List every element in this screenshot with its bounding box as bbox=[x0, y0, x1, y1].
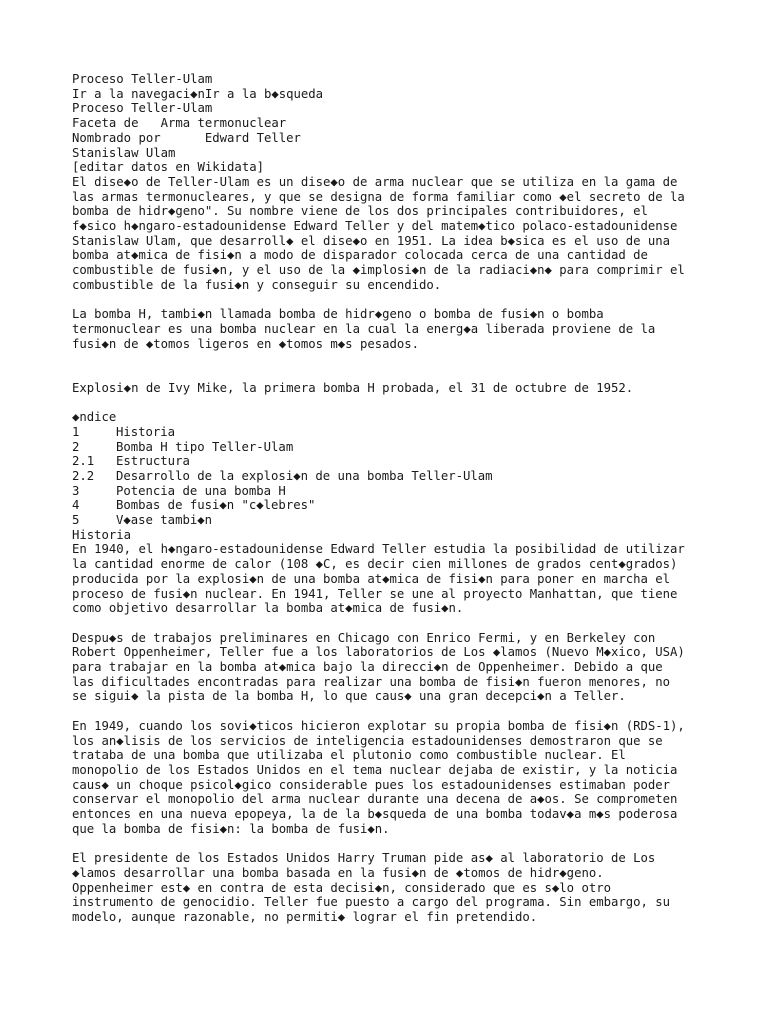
toc-number: 2.1 bbox=[72, 454, 95, 469]
text-line: las dificultades encontradas para realizar una bomba de fisi◆n fueron menores, no bbox=[72, 674, 671, 689]
toc-label: Bombas de fusi◆n "c◆lebres" bbox=[116, 498, 316, 513]
toc-number: 1 bbox=[72, 424, 80, 439]
toc-number: 5 bbox=[72, 513, 80, 528]
section-heading-historia: Historia bbox=[72, 527, 132, 542]
edit-wikidata-link[interactable]: [editar datos en Wikidata] bbox=[72, 160, 264, 175]
text-line: El presidente de los Estados Unidos Harry Truman pide as◆ al laboratorio de Los bbox=[72, 851, 656, 866]
toc-number: 3 bbox=[72, 483, 80, 498]
toc-heading: ◆ndice bbox=[72, 410, 117, 425]
infobox-facet: Faceta de Arma termonuclear bbox=[72, 116, 287, 131]
text-line: Stanislaw Ulam, que desarroll◆ el dise◆o en 1951. La idea b◆sica es el uso de una bbox=[72, 233, 671, 248]
text-line: En 1949, cuando los sovi◆ticos hicieron explotar su propia bomba de fisi◆n (RDS-1), bbox=[72, 718, 685, 733]
text-line: entonces en una nueva epopeya, la de la b◆squeda de una bomba todav◆a m◆s poderosa bbox=[72, 807, 678, 822]
text-line: fusi◆n de ◆tomos ligeros en ◆tomos m◆s pesados. bbox=[72, 336, 420, 351]
text-line: f◆sico h◆ngaro-estadounidense Edward Teller y del matem◆tico polaco-estadounidense bbox=[72, 219, 678, 234]
text-line: El dise◆o de Teller-Ulam es un dise◆o de arma nuclear que se utiliza en la gama de bbox=[72, 174, 678, 189]
text-line: las armas termonucleares, y que se designa de forma familiar como ◆el secreto de la bbox=[72, 189, 685, 204]
toc-label: Desarrollo de la explosi◆n de una bomba Teller-Ulam bbox=[116, 468, 493, 483]
text-line: se sigui◆ la pista de la bomba H, lo que caus◆ una gran decepci◆n a Teller. bbox=[72, 689, 626, 704]
text-line: modelo, aunque razonable, no permiti◆ lograr el fin pretendido. bbox=[72, 909, 538, 924]
infobox-named-by-second: Stanislaw Ulam bbox=[72, 145, 176, 160]
text-line: monopolio de los Estados Unidos en el tema nuclear dejaba de existir, y la noticia bbox=[72, 762, 678, 777]
toc-number: 4 bbox=[72, 498, 80, 513]
navigation-links[interactable]: Ir a la navegaci◆nIr a la b◆squeda bbox=[72, 86, 324, 101]
text-line: termonuclear es una bomba nuclear en la cual la energ◆a liberada proviene de la bbox=[72, 321, 656, 336]
text-line: que la bomba de fisi◆n: la bomba de fusi◆n. bbox=[72, 821, 390, 836]
text-line: Robert Oppenheimer, Teller fue a los laboratorios de Los ◆lamos (Nuevo M◆xico, USA) bbox=[72, 645, 685, 660]
text-line: En 1940, el h◆ngaro-estadounidense Edward Teller estudia la posibilidad de utilizar bbox=[72, 542, 685, 557]
text-line: para trabajar en la bomba at◆mica bajo la direcci◆n de Oppenheimer. Debido a que bbox=[72, 660, 663, 675]
toc-number: 2.2 bbox=[72, 468, 95, 483]
text-line: ◆lamos desarrollar una bomba basada en la fusi◆n de ◆tomos de hidr◆geno. bbox=[72, 865, 604, 880]
text-line: caus◆ un choque psicol◆gico considerable pues los estadounidenses estimaban poder bbox=[72, 777, 671, 792]
toc-label: Potencia de una bomba H bbox=[116, 483, 286, 498]
text-line: como objetivo desarrollar la bomba at◆mica de fusi◆n. bbox=[72, 601, 464, 616]
toc-item-1[interactable] bbox=[72, 425, 712, 440]
text-line: la cantidad enorme de calor (108 ◆C, es decir cien millones de grados cent◆grados) bbox=[72, 557, 678, 572]
toc-label: Historia bbox=[116, 424, 176, 439]
toc-item-4[interactable] bbox=[72, 498, 712, 513]
intro-paragraph-2 bbox=[72, 307, 712, 351]
toc-item-3[interactable] bbox=[72, 484, 712, 499]
toc-item-2[interactable] bbox=[72, 440, 712, 455]
text-line: Despu◆s de trabajos preliminares en Chicago con Enrico Fermi, y en Berkeley con bbox=[72, 630, 656, 645]
table-of-contents bbox=[72, 410, 712, 528]
intro-paragraph-1 bbox=[72, 175, 712, 293]
text-line: trataba de una bomba que utilizaba el plutonio como combustible nuclear. El bbox=[72, 748, 626, 763]
history-paragraph-3 bbox=[72, 719, 712, 837]
text-line: bomba de hidr◆geno". Su nombre viene de los dos principales contribuidores, el bbox=[72, 204, 648, 219]
text-line: La bomba H, tambi◆n llamada bomba de hidr◆geno o bomba de fusi◆n o bomba bbox=[72, 307, 604, 322]
text-line: conservar el monopolio del arma nuclear durante una decena de a◆os. Se comprometen bbox=[72, 792, 678, 807]
toc-item-5[interactable] bbox=[72, 513, 712, 528]
history-paragraph-1 bbox=[72, 542, 712, 616]
toc-item-2-1[interactable] bbox=[72, 454, 712, 469]
text-line: los an◆lisis de los servicios de inteligencia estadounidenses demostraron que se bbox=[72, 733, 663, 748]
history-paragraph-2 bbox=[72, 631, 712, 705]
toc-label: Estructura bbox=[116, 454, 190, 469]
infobox-named-by: Nombrado por Edward Teller bbox=[72, 130, 301, 145]
history-paragraph-4 bbox=[72, 851, 712, 925]
toc-label: Bomba H tipo Teller-Ulam bbox=[116, 439, 294, 454]
text-line: Oppenheimer est◆ en contra de esta decisi◆n, considerado que es s◆lo otro bbox=[72, 880, 611, 895]
toc-number: 2 bbox=[72, 439, 80, 454]
text-line: instrumento de genocidio. Teller fue puesto a cargo del programa. Sin embargo, su bbox=[72, 895, 671, 910]
text-line: bomba at◆mica de fisi◆n a modo de disparador colocada cerca de una cantidad de bbox=[72, 248, 648, 263]
image-caption: Explosi◆n de Ivy Mike, la primera bomba H probada, el 31 de octubre de 1952. bbox=[72, 380, 634, 395]
text-line: combustible de fusi◆n, y el uso de la ◆implosi◆n de la radiaci◆n◆ para comprimir el bbox=[72, 263, 685, 278]
infobox-title: Proceso Teller-Ulam bbox=[72, 101, 213, 116]
toc-item-2-2[interactable] bbox=[72, 469, 712, 484]
toc-label: V◆ase tambi◆n bbox=[116, 513, 212, 528]
document-title: Proceso Teller-Ulam bbox=[72, 72, 213, 86]
text-line: producida por la explosi◆n de una bomba at◆mica de fisi◆n para poner en marcha el bbox=[72, 571, 671, 586]
text-line: combustible de la fusi◆n y conseguir su encendido. bbox=[72, 277, 442, 292]
document-body bbox=[72, 72, 712, 925]
text-line: proceso de fusi◆n nuclear. En 1941, Teller se une al proyecto Manhattan, que tiene bbox=[72, 586, 678, 601]
